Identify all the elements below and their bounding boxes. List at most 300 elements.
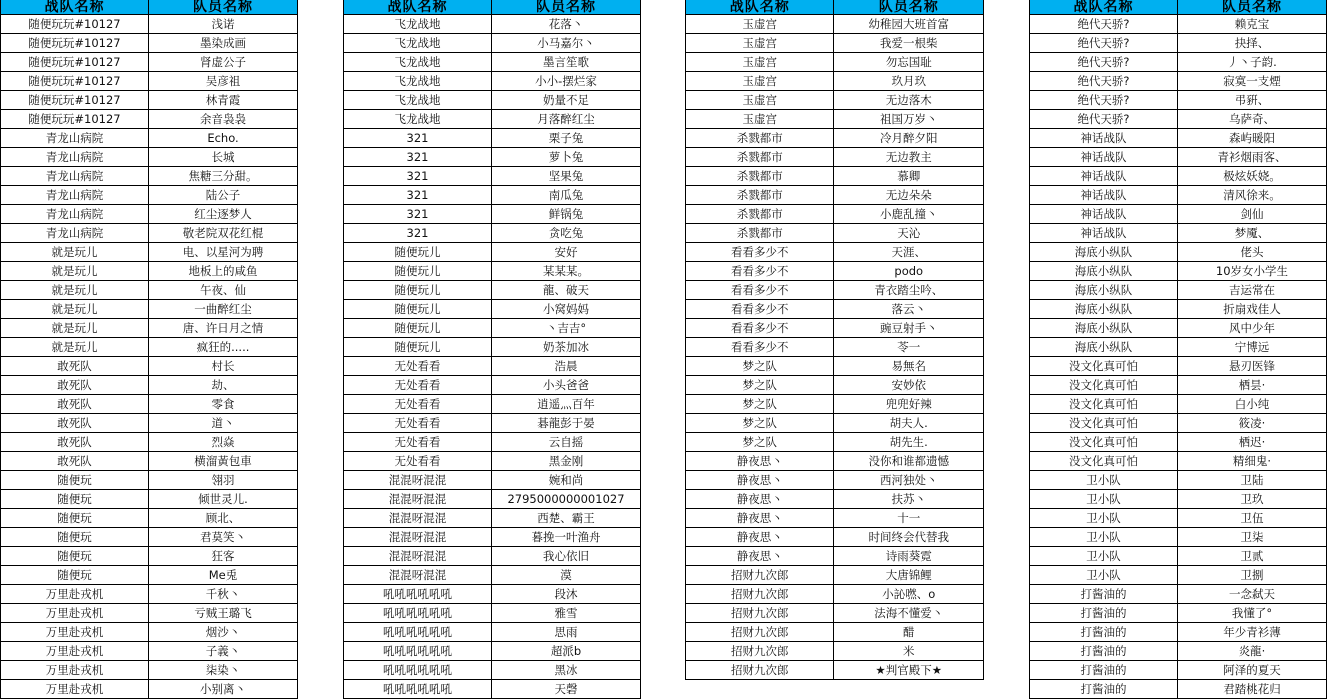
team-name-cell: 混混呀混混	[344, 509, 492, 528]
member-name-cell: 折扇戏佳人	[1178, 300, 1327, 319]
roster-table-4	[1029, 0, 1327, 699]
table-row	[1, 471, 298, 490]
header-member-name: 队员名称	[834, 0, 984, 15]
team-name-cell: 打酱油的	[1030, 642, 1178, 661]
roster-table-2	[343, 0, 641, 699]
team-name-cell: 万里赴戎机	[1, 661, 149, 680]
header-member-name: 队员名称	[1178, 0, 1327, 15]
team-name-cell: 神话战队	[1030, 205, 1178, 224]
table-row	[686, 300, 984, 319]
team-name-cell: 看看多少不	[686, 262, 834, 281]
table-row	[1, 376, 298, 395]
table-row	[1030, 395, 1327, 414]
team-name-cell: 随便玩玩#10127	[1, 15, 149, 34]
team-name-cell: 吼吼吼吼吼吼	[344, 623, 492, 642]
member-name-cell: 没你和谁都遗憾	[834, 452, 984, 471]
member-name-cell: 翎羽	[149, 471, 298, 490]
team-name-cell: 静夜思丶	[686, 547, 834, 566]
header-member-name: 队员名称	[492, 0, 641, 15]
team-name-cell: 万里赴戎机	[1, 604, 149, 623]
table-row	[1030, 452, 1327, 471]
table-row	[344, 680, 641, 699]
member-name-cell: 弔豣、	[1178, 91, 1327, 110]
table-row	[1, 243, 298, 262]
table-row	[1030, 376, 1327, 395]
team-name-cell: 青龙山病院	[1, 148, 149, 167]
team-name-cell: 万里赴戎机	[1, 623, 149, 642]
member-name-cell: 慕卿	[834, 167, 984, 186]
team-name-cell: 混混呀混混	[344, 490, 492, 509]
member-name-cell: 大唐锦鲤	[834, 566, 984, 585]
team-name-cell: 绝代天骄?	[1030, 53, 1178, 72]
table-row	[1, 281, 298, 300]
member-name-cell: 午夜、仙	[149, 281, 298, 300]
member-name-cell: 烈焱	[149, 433, 298, 452]
table-row	[686, 167, 984, 186]
member-name-cell: 龍、破天	[492, 281, 641, 300]
team-name-cell: 就是玩儿	[1, 262, 149, 281]
table-row	[686, 490, 984, 509]
table-row	[1, 395, 298, 414]
table-row	[1030, 53, 1327, 72]
table-row	[686, 414, 984, 433]
team-name-cell: 绝代天骄?	[1030, 91, 1178, 110]
team-name-cell: 随便玩儿	[344, 300, 492, 319]
member-name-cell: 苓一	[834, 338, 984, 357]
team-name-cell: 随便玩	[1, 471, 149, 490]
member-name-cell: 小头爸爸	[492, 376, 641, 395]
team-name-cell: 杀戮都市	[686, 186, 834, 205]
team-name-cell: 无处看看	[344, 357, 492, 376]
team-name-cell: 随便玩	[1, 528, 149, 547]
table-row	[686, 357, 984, 376]
table-row	[344, 433, 641, 452]
table-row	[344, 509, 641, 528]
team-name-cell: 飞龙战地	[344, 110, 492, 129]
table-row	[344, 15, 641, 34]
member-name-cell: 子義丶	[149, 642, 298, 661]
table-row	[344, 642, 641, 661]
team-name-cell: 敢死队	[1, 395, 149, 414]
team-name-cell: 就是玩儿	[1, 300, 149, 319]
team-name-cell: 杀戮都市	[686, 167, 834, 186]
member-name-cell: 狂客	[149, 547, 298, 566]
member-name-cell: 村长	[149, 357, 298, 376]
member-name-cell: 婉和尚	[492, 471, 641, 490]
member-name-cell: 丶吉吉°	[492, 319, 641, 338]
team-name-cell: 海底小纵队	[1030, 281, 1178, 300]
team-name-cell: 打酱油的	[1030, 585, 1178, 604]
member-name-cell: 肾虚公子	[149, 53, 298, 72]
member-name-cell: 落云丶	[834, 300, 984, 319]
team-name-cell: 招财九次郎	[686, 604, 834, 623]
member-name-cell: 我心依旧	[492, 547, 641, 566]
team-name-cell: 神话战队	[1030, 224, 1178, 243]
table-row	[686, 262, 984, 281]
member-name-cell: 地板上的咸鱼	[149, 262, 298, 281]
team-name-cell: 玉虚宫	[686, 34, 834, 53]
member-name-cell: 漠	[492, 566, 641, 585]
table-row	[686, 281, 984, 300]
team-name-cell: 随便玩玩#10127	[1, 91, 149, 110]
table-row	[686, 186, 984, 205]
member-name-cell: 森屿暖阳	[1178, 129, 1327, 148]
table-row	[686, 205, 984, 224]
team-name-cell: 没文化真可怕	[1030, 357, 1178, 376]
team-name-cell: 无处看看	[344, 376, 492, 395]
table-row	[686, 148, 984, 167]
team-name-cell: 无处看看	[344, 433, 492, 452]
member-name-cell: 阿泽的夏天	[1178, 661, 1327, 680]
member-name-cell: 2795000000001027	[492, 490, 641, 509]
member-name-cell: 丿丶子韵.	[1178, 53, 1327, 72]
member-name-cell: 卫捌	[1178, 566, 1327, 585]
member-name-cell: 栖迟·	[1178, 433, 1327, 452]
table-row	[1, 167, 298, 186]
table-row	[1, 528, 298, 547]
table-row	[1, 338, 298, 357]
team-name-cell: 没文化真可怕	[1030, 452, 1178, 471]
team-name-cell: 飞龙战地	[344, 72, 492, 91]
header-member-name: 队员名称	[149, 0, 298, 15]
member-name-cell: 劫、	[149, 376, 298, 395]
team-name-cell: 青龙山病院	[1, 186, 149, 205]
table-row	[1030, 585, 1327, 604]
member-name-cell: 法海不懂爱丶	[834, 604, 984, 623]
member-name-cell: 一念弑天	[1178, 585, 1327, 604]
member-name-cell: 时间终会代替我	[834, 528, 984, 547]
table-row	[1, 148, 298, 167]
member-name-cell: 小马嘉尔丶	[492, 34, 641, 53]
table-row	[1030, 357, 1327, 376]
table-row	[1, 129, 298, 148]
member-name-cell: 幼稚园大班首富	[834, 15, 984, 34]
member-name-cell: 敬老院双花红棍	[149, 224, 298, 243]
team-name-cell: 梦之队	[686, 357, 834, 376]
header-team-name: 战队名称	[344, 0, 492, 15]
member-name-cell: 奶量不足	[492, 91, 641, 110]
table-row	[1, 262, 298, 281]
member-name-cell: 卫伍	[1178, 509, 1327, 528]
member-name-cell: 勿忘国耻	[834, 53, 984, 72]
table-row	[344, 129, 641, 148]
team-name-cell: 随便玩儿	[344, 319, 492, 338]
team-name-cell: 打酱油的	[1030, 661, 1178, 680]
member-name-cell: 年少青衫薄	[1178, 623, 1327, 642]
member-name-cell: 兜兜好辣	[834, 395, 984, 414]
team-name-cell: 神话战队	[1030, 167, 1178, 186]
table-row	[344, 414, 641, 433]
team-name-cell: 神话战队	[1030, 186, 1178, 205]
table-row	[686, 129, 984, 148]
member-name-cell: 风中少年	[1178, 319, 1327, 338]
table-row	[344, 452, 641, 471]
table-row	[1, 414, 298, 433]
member-name-cell: 浩晨	[492, 357, 641, 376]
table-row	[344, 490, 641, 509]
team-name-cell: 混混呀混混	[344, 566, 492, 585]
team-name-cell: 321	[344, 205, 492, 224]
member-name-cell: 抉择、	[1178, 34, 1327, 53]
team-name-cell: 梦之队	[686, 395, 834, 414]
member-name-cell: 易無名	[834, 357, 984, 376]
table-row	[686, 110, 984, 129]
team-name-cell: 敢死队	[1, 452, 149, 471]
member-name-cell: 玖月玖	[834, 72, 984, 91]
member-name-cell: 暮挽一叶渔舟	[492, 528, 641, 547]
table-row	[1030, 262, 1327, 281]
team-name-cell: 就是玩儿	[1, 281, 149, 300]
table-row	[344, 395, 641, 414]
table-row	[1, 110, 298, 129]
table-row	[1, 604, 298, 623]
table-row	[1030, 110, 1327, 129]
table-row	[344, 319, 641, 338]
member-name-cell: 扶苏丶	[834, 490, 984, 509]
table-row	[1, 319, 298, 338]
member-name-cell: 贪吃兔	[492, 224, 641, 243]
team-name-cell: 没文化真可怕	[1030, 395, 1178, 414]
table-row	[1030, 15, 1327, 34]
team-name-cell: 没文化真可怕	[1030, 376, 1178, 395]
table-row	[344, 186, 641, 205]
member-name-cell: 鲜锅兔	[492, 205, 641, 224]
roster-table-1	[0, 0, 298, 699]
table-row	[686, 91, 984, 110]
member-name-cell: Echo.	[149, 129, 298, 148]
team-name-cell: 随便玩儿	[344, 338, 492, 357]
team-name-cell: 海底小纵队	[1030, 243, 1178, 262]
team-name-cell: 杀戮都市	[686, 205, 834, 224]
team-name-cell: 青龙山病院	[1, 224, 149, 243]
team-name-cell: 就是玩儿	[1, 338, 149, 357]
team-name-cell: 神话战队	[1030, 129, 1178, 148]
team-name-cell: 招财九次郎	[686, 566, 834, 585]
table-row	[1030, 642, 1327, 661]
team-name-cell: 没文化真可怕	[1030, 433, 1178, 452]
team-name-cell: 招财九次郎	[686, 623, 834, 642]
member-name-cell: 青衣踏尘吟、	[834, 281, 984, 300]
member-name-cell: 君莫笑丶	[149, 528, 298, 547]
table-row	[686, 452, 984, 471]
team-name-cell: 青龙山病院	[1, 205, 149, 224]
team-name-cell: 321	[344, 129, 492, 148]
table-row	[344, 300, 641, 319]
member-name-cell: 唐、许日月之情	[149, 319, 298, 338]
member-name-cell: 逍遥灬百年	[492, 395, 641, 414]
table-row	[686, 585, 984, 604]
member-name-cell: 碁龍彭于晏	[492, 414, 641, 433]
team-name-cell: 随便玩儿	[344, 281, 492, 300]
team-name-cell: 敢死队	[1, 433, 149, 452]
member-name-cell: ★判官殿下★	[834, 661, 984, 680]
member-name-cell: 烟沙丶	[149, 623, 298, 642]
table-row	[686, 547, 984, 566]
member-name-cell: 卫柒	[1178, 528, 1327, 547]
member-name-cell: 祖国万岁丶	[834, 110, 984, 129]
team-name-cell: 没文化真可怕	[1030, 414, 1178, 433]
table-row	[1, 490, 298, 509]
team-name-cell: 吼吼吼吼吼吼	[344, 642, 492, 661]
member-name-cell: 剑仙	[1178, 205, 1327, 224]
team-name-cell: 飞龙战地	[344, 53, 492, 72]
table-row	[686, 338, 984, 357]
member-name-cell: 悬刃医锋	[1178, 357, 1327, 376]
team-name-cell: 飞龙战地	[344, 34, 492, 53]
table-row	[1030, 604, 1327, 623]
table-row	[1, 509, 298, 528]
team-name-cell: 就是玩儿	[1, 319, 149, 338]
team-name-cell: 飞龙战地	[344, 15, 492, 34]
table-row	[1, 452, 298, 471]
team-name-cell: 飞龙战地	[344, 91, 492, 110]
member-name-cell: 宁博远	[1178, 338, 1327, 357]
header-team-name: 战队名称	[686, 0, 834, 15]
team-name-cell: 招财九次郎	[686, 585, 834, 604]
member-name-cell: 佬头	[1178, 243, 1327, 262]
table-row	[686, 15, 984, 34]
member-name-cell: 天磬	[492, 680, 641, 699]
member-name-cell: 白小纯	[1178, 395, 1327, 414]
team-name-cell: 吼吼吼吼吼吼	[344, 661, 492, 680]
team-name-cell: 看看多少不	[686, 338, 834, 357]
table-row	[344, 110, 641, 129]
team-name-cell: 敢死队	[1, 376, 149, 395]
team-name-cell: 绝代天骄?	[1030, 15, 1178, 34]
table-row	[1030, 414, 1327, 433]
member-name-cell: 小鹿乱撞丶	[834, 205, 984, 224]
team-name-cell: 静夜思丶	[686, 528, 834, 547]
table-row	[1, 433, 298, 452]
team-name-cell: 绝代天骄?	[1030, 110, 1178, 129]
member-name-cell: 寂寞一支煙	[1178, 72, 1327, 91]
member-name-cell: 10岁女小学生	[1178, 262, 1327, 281]
table-row	[1030, 528, 1327, 547]
table-row	[1030, 661, 1327, 680]
member-name-cell: 道丶	[149, 414, 298, 433]
team-name-cell: 卫小队	[1030, 509, 1178, 528]
table-row	[1, 15, 298, 34]
member-name-cell: 卫陆	[1178, 471, 1327, 490]
member-name-cell: 浅诺	[149, 15, 298, 34]
table-row	[686, 528, 984, 547]
table-row	[1, 661, 298, 680]
member-name-cell: 花落丶	[492, 15, 641, 34]
member-name-cell: 我懂了°	[1178, 604, 1327, 623]
table-row	[686, 395, 984, 414]
member-name-cell: 无边朵朵	[834, 186, 984, 205]
table-row	[686, 224, 984, 243]
member-name-cell: 红尘逐梦人	[149, 205, 298, 224]
table-row	[1, 34, 298, 53]
table-row	[686, 376, 984, 395]
team-name-cell: 卫小队	[1030, 528, 1178, 547]
table-row	[1030, 547, 1327, 566]
table-row	[344, 604, 641, 623]
team-name-cell: 杀戮都市	[686, 224, 834, 243]
table-row	[686, 433, 984, 452]
table-row	[344, 91, 641, 110]
member-name-cell: podo	[834, 262, 984, 281]
table-row	[344, 357, 641, 376]
member-name-cell: 诗雨葵霓	[834, 547, 984, 566]
member-name-cell: 我爱一根柴	[834, 34, 984, 53]
member-name-cell: 零食	[149, 395, 298, 414]
team-name-cell: 青龙山病院	[1, 129, 149, 148]
team-name-cell: 海底小纵队	[1030, 319, 1178, 338]
member-name-cell: 倾世灵儿.	[149, 490, 298, 509]
member-name-cell: 胡先生.	[834, 433, 984, 452]
member-name-cell: 横溜黃包車	[149, 452, 298, 471]
team-name-cell: 海底小纵队	[1030, 338, 1178, 357]
table-row	[1030, 300, 1327, 319]
team-name-cell: 随便玩玩#10127	[1, 53, 149, 72]
team-name-cell: 打酱油的	[1030, 623, 1178, 642]
team-name-cell: 梦之队	[686, 433, 834, 452]
team-name-cell: 梦之队	[686, 376, 834, 395]
table-row	[1030, 623, 1327, 642]
member-name-cell: 精细鬼·	[1178, 452, 1327, 471]
table-row	[1030, 490, 1327, 509]
table-row	[1030, 319, 1327, 338]
member-name-cell: 段沐	[492, 585, 641, 604]
member-name-cell: 思雨	[492, 623, 641, 642]
member-name-cell: 炎龍·	[1178, 642, 1327, 661]
member-name-cell: 西河独处丶	[834, 471, 984, 490]
team-name-cell: 海底小纵队	[1030, 262, 1178, 281]
team-name-cell: 静夜思丶	[686, 471, 834, 490]
team-name-cell: 吼吼吼吼吼吼	[344, 680, 492, 699]
team-name-cell: 玉虚宫	[686, 110, 834, 129]
table-row	[1, 357, 298, 376]
team-name-cell: 招财九次郎	[686, 642, 834, 661]
team-name-cell: 绝代天骄?	[1030, 34, 1178, 53]
table-row	[1030, 91, 1327, 110]
team-name-cell: 吼吼吼吼吼吼	[344, 585, 492, 604]
team-name-cell: 玉虚宫	[686, 91, 834, 110]
member-name-cell: 天沁	[834, 224, 984, 243]
table-row	[686, 243, 984, 262]
team-name-cell: 随便玩玩#10127	[1, 72, 149, 91]
member-name-cell: 无边落木	[834, 91, 984, 110]
team-name-cell: 随便玩儿	[344, 262, 492, 281]
team-name-cell: 玉虚宫	[686, 72, 834, 91]
table-row	[1030, 509, 1327, 528]
member-name-cell: 无边教主	[834, 148, 984, 167]
table-row	[1030, 148, 1327, 167]
table-row	[686, 319, 984, 338]
member-name-cell: 米	[834, 642, 984, 661]
team-name-cell: 万里赴戎机	[1, 642, 149, 661]
team-name-cell: 静夜思丶	[686, 490, 834, 509]
team-name-cell: 随便玩玩#10127	[1, 34, 149, 53]
team-name-cell: 随便玩玩#10127	[1, 110, 149, 129]
team-name-cell: 吼吼吼吼吼吼	[344, 604, 492, 623]
member-name-cell: 冷月醉夕阳	[834, 129, 984, 148]
team-name-cell: 卫小队	[1030, 547, 1178, 566]
team-name-cell: 321	[344, 186, 492, 205]
table-row	[1030, 243, 1327, 262]
table-row	[1, 72, 298, 91]
member-name-cell: 安好	[492, 243, 641, 262]
team-name-cell: 无处看看	[344, 395, 492, 414]
team-name-cell: 看看多少不	[686, 243, 834, 262]
member-name-cell: 奶茶加冰	[492, 338, 641, 357]
member-name-cell: 乌萨奇、	[1178, 110, 1327, 129]
team-name-cell: 321	[344, 148, 492, 167]
member-name-cell: 小小-摆烂家	[492, 72, 641, 91]
table-row	[344, 224, 641, 243]
